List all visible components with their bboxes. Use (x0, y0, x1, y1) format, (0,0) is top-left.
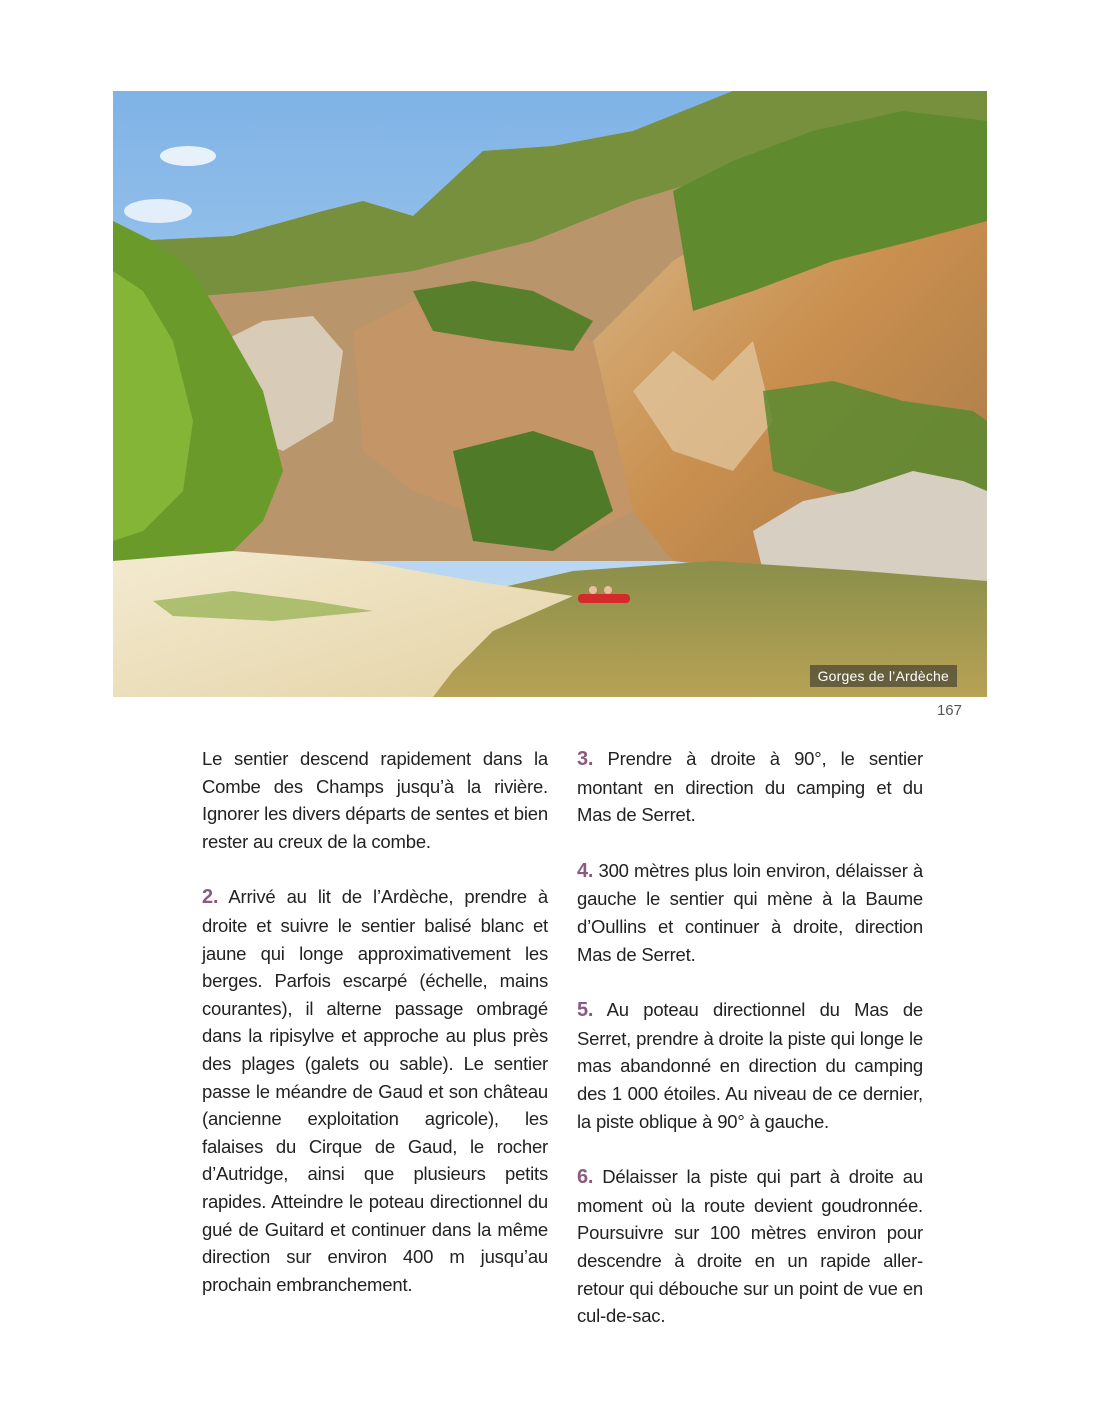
left-column (202, 745, 548, 1326)
step-paragraph (577, 745, 923, 829)
step-number: 5. (577, 999, 594, 1022)
step-paragraph (577, 857, 923, 968)
page-number: 167 (936, 702, 962, 719)
step-number: 6. (577, 1166, 594, 1189)
step-paragraph (577, 996, 923, 1135)
step-text: Arrivé au lit de l’Ardèche, prendre à droite et suivre le sentier balisé blanc et jaune qui longe approximativement les berges. Parfois escarpé (échelle, mains courantes), il alterne passage ombragé dans la ripisylve et approche au plus près des plages (galets ou sable). Le sentier passe le méandre de Gaud et son château (ancienne exploitation agricole), les falaises du Cirque de Gaud, le rocher d’Autridge, ainsi que plusieurs petits rapides. Atteindre le poteau directionnel du gué de Guitard et continuer dans la même direction sur environ 400 m jusqu’au prochain embranchement. (202, 886, 548, 1295)
step-text: Au poteau directionnel du Mas de Serret, prendre à droite la piste qui longe le mas abandonné en direction du camping des 1 000 étoiles. Au niveau de ce dernier, la piste oblique à 90° à gauche. (577, 999, 924, 1132)
step-paragraph (202, 883, 548, 1298)
step-text: Le sentier descend rapidement dans la Combe des Champs jusqu’à la rivière. Ignorer les divers départs de sentes et bien rester au creux de la combe. (202, 748, 548, 852)
step-number: 2. (202, 886, 219, 909)
step-paragraph (202, 745, 548, 855)
photo-caption: Gorges de l’Ardèche (810, 665, 957, 687)
step-paragraph (577, 1163, 923, 1330)
step-text: 300 mètres plus loin environ, délaisser à gauche le sentier qui mène à la Baume d’Oullins et continuer à droite, direction Mas de Serret. (577, 859, 924, 965)
step-number: 3. (577, 748, 594, 770)
gorge-photo (113, 91, 987, 697)
step-number: 4. (577, 859, 594, 882)
landscape-photo-icon (113, 91, 987, 697)
right-column (577, 745, 923, 1358)
step-text: Délaisser la piste qui part à droite au moment où la route devient goudronnée. Poursuivre sur 100 mètres environ pour descendre à droite en un rapide aller-retour qui débouche sur un point de vue en cul-de-sac. (577, 1166, 923, 1327)
step-text: Prendre à droite à 90°, le sentier montant en direction du camping et du Mas de Serret. (577, 748, 923, 826)
